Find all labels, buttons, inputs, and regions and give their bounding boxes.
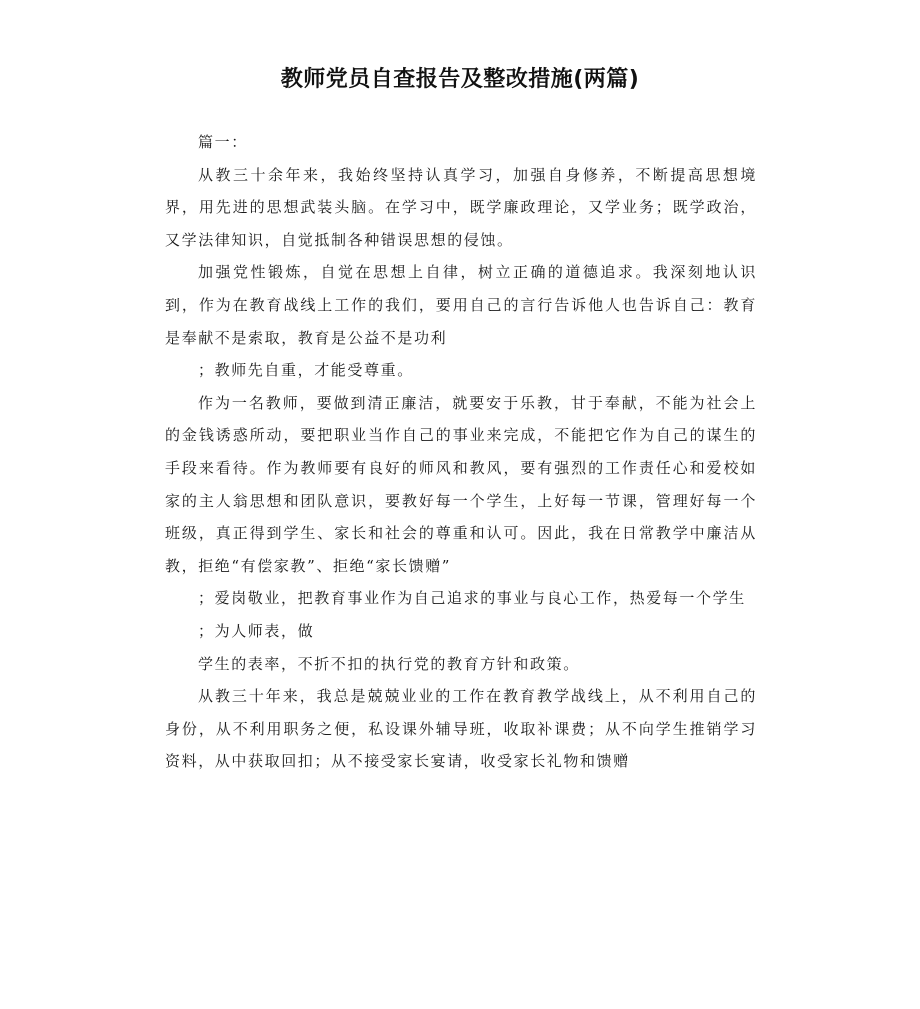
document-title: 教师党员自查报告及整改措施(两篇): [280, 67, 640, 92]
paragraph: 加强党性锻炼，自觉在思想上自律，树立正确的道德追求。我深刻地认识到，作为在教育战线上工作的我们，要用自己的言行告诉他人也告诉自己：教育是奉献不是索取，教育是公益不是功利: [165, 263, 757, 347]
paragraph: 学生的表率，不折不扣的执行党的教育方针和政策。: [198, 654, 580, 673]
paragraph: 从教三十年来，我总是兢兢业业的工作在教育教学战线上，从不利用自己的身份，从不利用职务之便，私设课外辅导班，收取补课费；从不向学生推销学习资料，从中获取回扣；从不接受家长宴请，收受家长礼物和馈赠: [165, 687, 757, 771]
section-heading: 篇一：: [198, 133, 248, 151]
document-body: [165, 126, 757, 778]
paragraph: ；教师先自重，才能受尊重。: [198, 361, 414, 380]
paragraph: 作为一名教师，要做到清正廉洁，就要安于乐教，甘于奉献，不能为社会上的金钱诱惑所动，要把职业当作自己的事业来完成，不能把它作为自己的谋生的手段来看待。作为教师要有良好的师风和教风，要有强烈的工作责任心和爱校如家的主人翁思想和团队意识，要教好每一个学生，上好每一节课，管理好每一个班级，真正得到学生、家长和社会的尊重和认可。因此，我在日常教学中廉洁从教，拒绝“有偿家教”、拒绝“家长馈赠”: [165, 393, 757, 575]
paragraph: ；爱岗敬业，把教育事业作为自己追求的事业与良心工作，热爱每一个学生: [198, 589, 746, 608]
paragraph: 从教三十余年来，我始终坚持认真学习，加强自身修养，不断提高思想境界，用先进的思想武装头脑。在学习中，既学廉政理论，又学业务；既学政治，又学法律知识，自觉抵制各种错误思想的侵蚀。: [165, 165, 757, 249]
paragraph: ；为人师表，做: [198, 621, 315, 640]
